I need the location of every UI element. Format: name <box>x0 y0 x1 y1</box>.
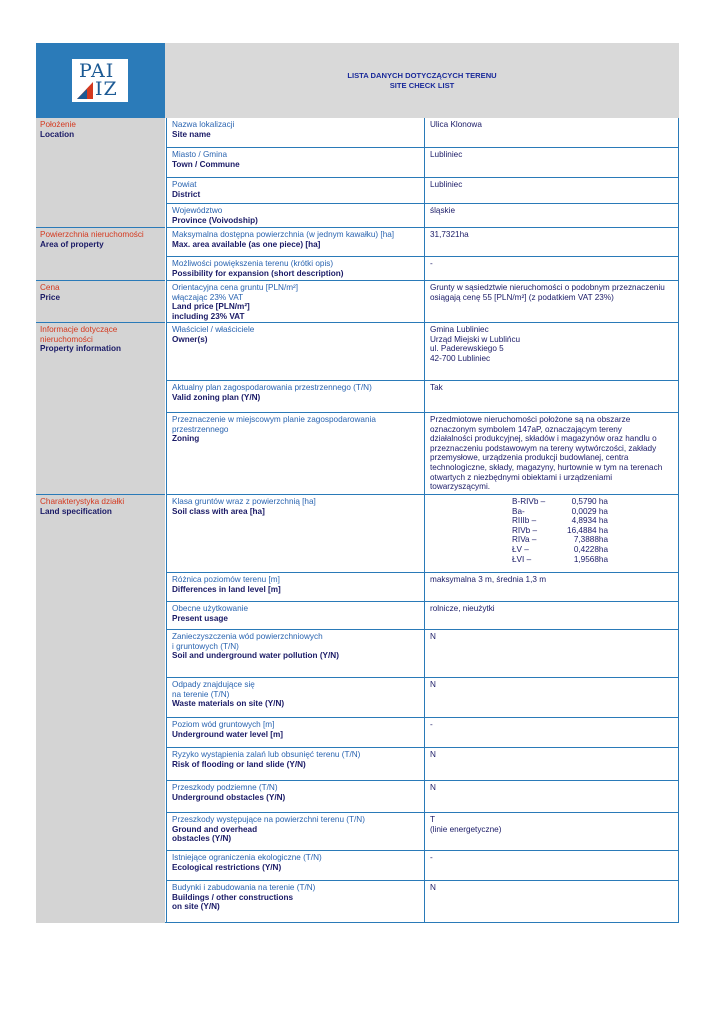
row-district-label <box>166 178 424 204</box>
row-ecological-label <box>166 851 424 881</box>
label-en: Zoning <box>172 434 200 444</box>
logo-mark-icon <box>77 82 93 99</box>
label-en: Underground water level [m] <box>172 729 284 739</box>
label-en: Owner(s) <box>172 334 208 344</box>
label-en: Buildings / other constructions <box>172 892 293 902</box>
value-line: towarzyszącymi. <box>430 482 491 492</box>
value-text: - <box>430 720 433 729</box>
section-area <box>36 228 165 281</box>
section-location-pl: Położenie <box>40 120 76 129</box>
label-en: Risk of flooding or land slide (Y/N) <box>172 759 306 769</box>
value-text: Tak <box>430 383 443 392</box>
label-pl: Obecne użytkowanie <box>172 604 249 613</box>
row-zoning-plan-label <box>166 381 424 413</box>
value-line: Gmina Lubliniec <box>430 325 489 334</box>
soil-class: ŁV – <box>512 544 529 554</box>
value-text: N <box>430 783 436 792</box>
label-pl: Aktualny plan zagospodarowania przestrzennego (T/N) <box>172 383 372 392</box>
value-text: śląskie <box>430 206 456 215</box>
row-underground-label <box>166 781 424 813</box>
label-en: Province (Voivodship) <box>172 215 258 225</box>
value-text: N <box>430 883 436 892</box>
value-text: Grunty w sąsiedztwie nieruchomości o podobnym przeznaczeniu <box>430 283 665 292</box>
row-max-area-label <box>166 228 424 257</box>
row-waste-value <box>424 678 679 718</box>
row-pollution-label <box>166 630 424 678</box>
label-en: Soil and underground water pollution (Y/N) <box>172 651 339 661</box>
row-overhead-label <box>166 813 424 851</box>
soil-area: 0,0029 ha <box>571 506 608 516</box>
soil-area: 4,8934 ha <box>571 516 608 526</box>
row-land-price-value <box>424 281 679 323</box>
soil-class: RIVa – <box>512 535 537 545</box>
row-site-name-value <box>424 118 679 148</box>
row-max-area-value <box>424 228 679 257</box>
value-line: przeznaczeniu podstawowym na tereny wytwórczości, zakłady <box>430 443 657 453</box>
row-province-label <box>166 204 424 228</box>
label-en: District <box>172 189 201 199</box>
section-property-info-pl1: Informacje dotyczące <box>40 325 118 334</box>
soil-class-list <box>512 497 674 564</box>
section-price <box>36 281 165 323</box>
label-en: Site name <box>172 129 211 139</box>
label-pl: Przeznaczenie w miejscowym planie zagospodarowania <box>172 415 376 424</box>
value-text: N <box>430 632 436 641</box>
label-pl: Ryzyko wystąpienia zalań lub obsunięć terenu (T/N) <box>172 750 361 759</box>
label-pl-2: i gruntowych (T/N) <box>172 641 239 651</box>
label-pl: Istniejące ograniczenia ekologiczne (T/N) <box>172 853 322 862</box>
label-pl: Miasto / Gmina <box>172 150 228 159</box>
label-en: Town / Commune <box>172 159 240 169</box>
label-en: Valid zoning plan (Y/N) <box>172 392 261 402</box>
soil-class: Ba- <box>512 506 525 516</box>
label-pl: Różnica poziomów terenu [m] <box>172 575 280 584</box>
row-overhead-value <box>424 813 679 851</box>
label-pl-2: włączając 23% VAT <box>172 292 244 302</box>
label-en: Max. area available (as one piece) [ha] <box>172 239 321 249</box>
value-text-2: osiągają cenę 55 [PLN/m²] (z podatkiem VAT 23%) <box>430 292 614 302</box>
row-water-level-label <box>166 718 424 748</box>
row-level-diff-value <box>424 573 679 602</box>
label-en: Present usage <box>172 613 228 623</box>
value-line: działalności produkcyjnej, składów i magazynów oraz handlu o <box>430 434 657 444</box>
row-soil-class-value <box>424 495 679 573</box>
header-title <box>165 43 679 118</box>
label-pl: Budynki i zabudowania na terenie (T/N) <box>172 883 316 892</box>
label-en-2: on site (Y/N) <box>172 902 220 912</box>
label-pl: Poziom wód gruntowych [m] <box>172 720 275 729</box>
row-flooding-value <box>424 748 679 781</box>
row-zoning-label <box>166 413 424 495</box>
value-text: Ulica Klonowa <box>430 120 482 129</box>
row-pollution-value <box>424 630 679 678</box>
title-en: SITE CHECK LIST <box>389 80 455 90</box>
value-text: maksymalna 3 m, średnia 1,3 m <box>430 575 547 584</box>
label-en: Waste materials on site (Y/N) <box>172 699 285 709</box>
row-town-label <box>166 148 424 178</box>
value-line: ul. Paderewskiego 5 <box>430 344 504 354</box>
paiiz-logo <box>36 43 165 118</box>
row-zoning-plan-value <box>424 381 679 413</box>
label-pl: Przeszkody występujące na powierzchni terenu (T/N) <box>172 815 365 824</box>
section-area-pl: Powierzchnia nieruchomości <box>40 230 144 239</box>
soil-area: 0,5790 ha <box>571 497 608 506</box>
label-en: Ground and overhead <box>172 824 258 834</box>
label-en-2: obstacles (Y/N) <box>172 834 232 844</box>
section-location <box>36 118 165 228</box>
row-underground-value <box>424 781 679 813</box>
value-text: T <box>430 815 436 824</box>
row-province-value <box>424 204 679 228</box>
label-pl: Powiat <box>172 180 197 189</box>
soil-area: 7,3888ha <box>573 535 608 545</box>
row-town-value <box>424 148 679 178</box>
label-en: Underground obstacles (Y/N) <box>172 792 286 802</box>
value-text: N <box>430 680 436 689</box>
label-pl-2: przestrzennego <box>172 424 229 434</box>
value-text: N <box>430 750 436 759</box>
label-pl: Możliwości powiększenia terenu (krótki opis) <box>172 259 334 268</box>
row-soil-class-label <box>166 495 424 573</box>
soil-area: 16,4884 ha <box>567 525 608 535</box>
value-line: oznaczonym symbolem 147aP, oznaczającym tereny <box>430 424 622 434</box>
row-expansion-label <box>166 257 424 281</box>
label-pl-2: na terenie (T/N) <box>172 689 230 699</box>
value-text: 31,7321ha <box>430 230 469 239</box>
label-pl: Zanieczyszczenia wód powierzchniowych <box>172 632 323 641</box>
row-water-level-value <box>424 718 679 748</box>
row-present-usage-value <box>424 602 679 630</box>
label-en: Land price [PLN/m²] <box>172 302 250 312</box>
label-pl: Orientacyjna cena gruntu [PLN/m²] <box>172 283 299 292</box>
section-land-spec <box>36 495 165 923</box>
label-en-2: including 23% VAT <box>172 311 245 321</box>
label-pl: Odpady znajdujące się <box>172 680 255 689</box>
value-text: - <box>430 853 433 862</box>
row-zoning-value <box>424 413 679 495</box>
logo-text-bottom: IZ <box>95 78 118 100</box>
row-waste-label <box>166 678 424 718</box>
value-text: Lubliniec <box>430 150 463 159</box>
row-ecological-value <box>424 851 679 881</box>
soil-area: 1,9568ha <box>573 554 608 564</box>
label-pl: Województwo <box>172 206 223 215</box>
soil-area: 0,4228ha <box>573 544 608 554</box>
row-site-name-label <box>166 118 424 148</box>
label-en: Ecological restrictions (Y/N) <box>172 862 282 872</box>
value-text-2: (linie energetyczne) <box>430 824 502 834</box>
section-property-info-en: Property information <box>40 344 121 354</box>
value-text: rolnicze, nieużytki <box>430 604 495 613</box>
row-owner-label <box>166 323 424 381</box>
soil-class: RIIIb – <box>512 516 537 526</box>
label-en: Soil class with area [ha] <box>172 506 265 516</box>
label-pl: Właściciel / właściciele <box>172 325 255 334</box>
label-pl: Przeszkody podziemne (T/N) <box>172 783 278 792</box>
section-property-info-pl2: nieruchomości <box>40 334 93 344</box>
value-line: Urząd Miejski w Lublińcu <box>430 334 521 344</box>
section-location-en: Location <box>40 129 75 139</box>
label-pl: Maksymalna dostępna powierzchnia (w jednym kawałku) [ha] <box>172 230 395 239</box>
value-line: 42-700 Lubliniec <box>430 353 491 363</box>
title-pl: LISTA DANYCH DOTYCZĄCYCH TERENU <box>347 70 497 80</box>
row-present-usage-label <box>166 602 424 630</box>
soil-class: ŁVI – <box>512 554 532 564</box>
row-owner-value <box>424 323 679 381</box>
label-en: Possibility for expansion (short description) <box>172 268 344 278</box>
label-pl: Klasa gruntów wraz z powierzchnią [ha] <box>172 497 316 506</box>
section-price-pl: Cena <box>40 283 60 292</box>
value-line: technologiczne, składy, magazyny, hurtownie w tym na terenach <box>430 462 663 472</box>
label-en: Differences in land level [m] <box>172 584 281 594</box>
value-text: - <box>430 259 433 268</box>
label-pl: Nazwa lokalizacji <box>172 120 235 129</box>
row-expansion-value <box>424 257 679 281</box>
value-text: Lubliniec <box>430 180 463 189</box>
row-land-price-label <box>166 281 424 323</box>
soil-class: RIVb – <box>512 525 538 535</box>
row-level-diff-label <box>166 573 424 602</box>
section-property-info <box>36 323 165 495</box>
value-line: Przedmiotowe nieruchomości położone są na obszarze <box>430 415 631 424</box>
value-line: otwartych z niezbędnymi obiektami i urządzeniami <box>430 472 613 482</box>
value-line: przemysłowe, urządzenia produkcji budowlanej, centra <box>430 453 629 463</box>
section-price-en: Price <box>40 292 61 302</box>
row-buildings-value <box>424 881 679 923</box>
row-flooding-label <box>166 748 424 781</box>
section-land-spec-en: Land specification <box>40 506 112 516</box>
row-buildings-label <box>166 881 424 923</box>
soil-class: B-RIVb – <box>512 497 546 506</box>
section-area-en: Area of property <box>40 239 104 249</box>
row-district-value <box>424 178 679 204</box>
logo-text-top: PAI <box>79 60 115 82</box>
section-land-spec-pl: Charakterystyka działki <box>40 497 125 506</box>
